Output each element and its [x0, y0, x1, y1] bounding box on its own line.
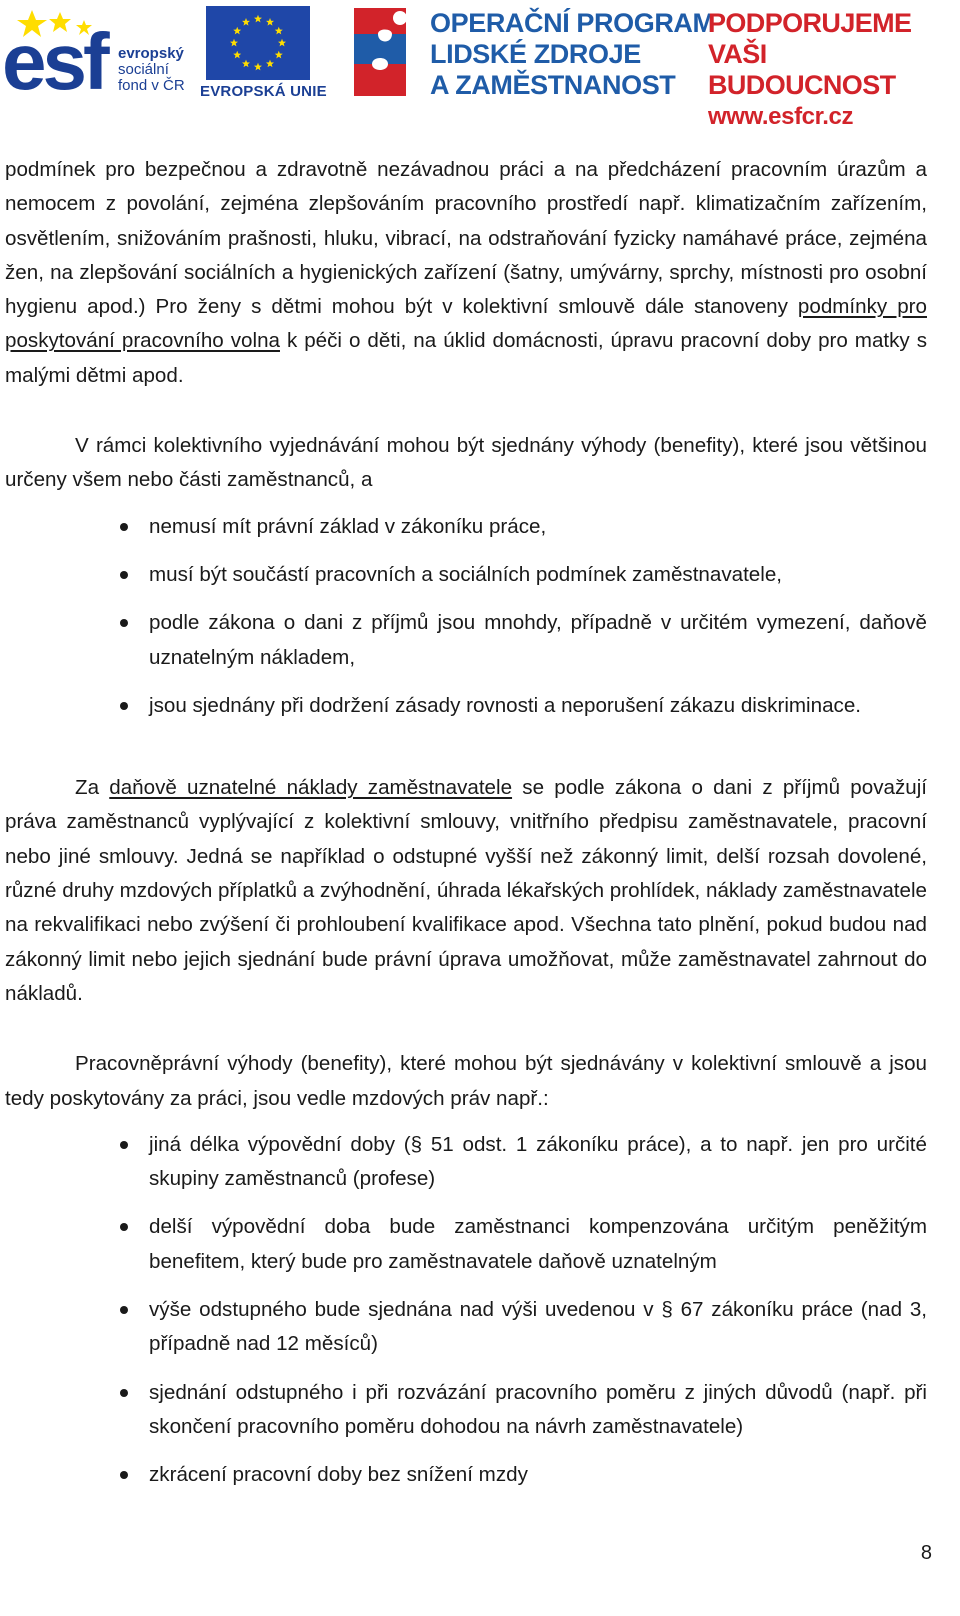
op-puzzle-logo-icon	[348, 4, 422, 100]
list-item-text: jsou sjednány při dodržení zásady rovnosti a neporušení zákazu diskriminace.	[149, 693, 862, 717]
bullet-icon	[120, 1141, 128, 1149]
text-run: podmínek pro bezpečnou a zdravotně nezávadnou práci a na předcházení pracovním úrazům a nemocem z povolání, zejména zlepšováním pracovního prostředí např. klimatizačním zařízením, osvětlením, snižováním prašnosti, hluku, vibrací, na odstraňování fyzicky namáhavé práce, zejména žen, na zlepšování sociálních a hygienických zařízení (šatny, umývárny, sprchy, místnosti pro osobní hygienu apod.) Pro ženy s dětmi mohou být v kolektivní smlouvě dále stanoveny	[5, 158, 927, 319]
bullet-icon	[120, 571, 128, 579]
eu-caption: EVROPSKÁ UNIE	[200, 83, 327, 100]
esf-caption	[118, 46, 185, 93]
slogan-url: www.esfcr.cz	[708, 103, 854, 130]
paragraph-4: Pracovněprávní výhody (benefity), které mohou být sjednávány v kolektivní smlouvě a jsou tedy poskytovány za práci, jsou vedle mzdových práv např.:	[5, 1052, 927, 1110]
bullet-icon	[120, 619, 128, 627]
list-item-text: jiná délka výpovědní doby (§ 51 odst. 1 zákoníku práce), a to např. jen pro určité skupiny zaměstnanců (profese)	[149, 1132, 927, 1191]
bullet-icon	[120, 1389, 128, 1397]
esf-caption-line: fond v ČR	[118, 76, 185, 94]
list-item	[5, 1128, 927, 1197]
list-item	[5, 1376, 927, 1445]
list-item	[5, 558, 927, 592]
paragraph-1	[5, 153, 927, 393]
slogan-line: VAŠI BUDOUCNOST	[708, 39, 896, 100]
op-line: OPERAČNÍ PROGRAM	[430, 8, 715, 38]
list-item	[5, 510, 927, 544]
underlined-term: daňově uznatelné náklady zaměstnavatele	[109, 776, 513, 800]
op-program-name	[430, 8, 715, 101]
bullet-icon	[120, 702, 128, 710]
list-item-text: sjednání odstupného i při rozvázání pracovního poměru z jiných důvodů (např. při skončení pracovního poměru dohodou na návrh zaměstnavatele)	[149, 1380, 927, 1438]
bullet-icon	[120, 1306, 128, 1314]
list-item	[5, 606, 927, 675]
list-item-text: zkrácení pracovní doby bez snížení mzdy	[149, 1463, 528, 1487]
bullet-icon	[120, 1223, 128, 1231]
document-body	[5, 153, 927, 1507]
esf-logo-wordmark: esf	[2, 17, 106, 106]
page-header	[0, 0, 960, 130]
text-run: se podle zákona o dani z příjmů považují práva zaměstnanců vyplývající z kolektivní smlouvy, vnitřního předpisu zaměstnavatele, pracovní nebo jiné smlouvy. Jedná se například o odstupné vyšší než zákonný limit, delší rozsah dovolené, různé druhy mzdových příplatků a zvýhodnění, úhrada lékařských prohlídek, náklady zaměstnavatele na rekvalifikaci nebo zvýšení či prohloubení kvalifikace apod. Všechna tato plnění, pokud budou nad zákonný limit nebo jejich sjednání bude právní úprava umožňovat, může zaměstnavatel zahrnout do nákladů.	[5, 776, 927, 1005]
text-run: k péči o děti, na úklid domácnosti, úpravu pracovní doby pro matky s malými dětmi apod.	[5, 329, 927, 387]
eu-flag-icon	[206, 6, 310, 80]
paragraph-3	[5, 771, 927, 1011]
op-line: LIDSKÉ ZDROJE	[430, 39, 641, 69]
esf-caption-line: sociální	[118, 60, 169, 78]
labour-benefits-list	[5, 1128, 927, 1493]
underlined-term: podmínky pro poskytování pracovního volna	[5, 295, 927, 353]
esf-caption-line: evropský	[118, 45, 184, 62]
list-item-text: delší výpovědní doba bude zaměstnanci kompenzována určitým peněžitým benefitem, který bude pro zaměstnavatele daňově uznatelným	[149, 1215, 927, 1273]
list-item-text: nemusí mít právní základ v zákoníku práce,	[149, 514, 547, 538]
list-item-text: musí být součástí pracovních a sociálních podmínek zaměstnavatele,	[149, 562, 783, 586]
list-item	[5, 1458, 927, 1492]
list-item-text: podle zákona o dani z příjmů jsou mnohdy, případně v určitém vymezení, daňově uznatelným nákladem,	[149, 611, 927, 669]
op-line: A ZAMĚSTNANOST	[430, 70, 676, 100]
bullet-icon	[120, 523, 128, 531]
list-item	[5, 689, 927, 723]
benefit-conditions-list	[5, 510, 927, 723]
list-item-text: výše odstupného bude sjednána nad výši uvedenou v § 67 zákoníku práce (nad 3, případně nad 12 měsíců)	[149, 1298, 927, 1356]
paragraph-2: V rámci kolektivního vyjednávání mohou být sjednány výhody (benefity), které jsou většinou určeny všem nebo části zaměstnanců, a	[5, 434, 927, 492]
slogan-line: PODPORUJEME	[708, 8, 912, 38]
list-item	[5, 1210, 927, 1279]
text-run: Za	[75, 776, 110, 800]
page-number: 8	[920, 1542, 932, 1564]
list-item	[5, 1293, 927, 1362]
bullet-icon	[120, 1471, 128, 1479]
slogan	[708, 8, 960, 132]
